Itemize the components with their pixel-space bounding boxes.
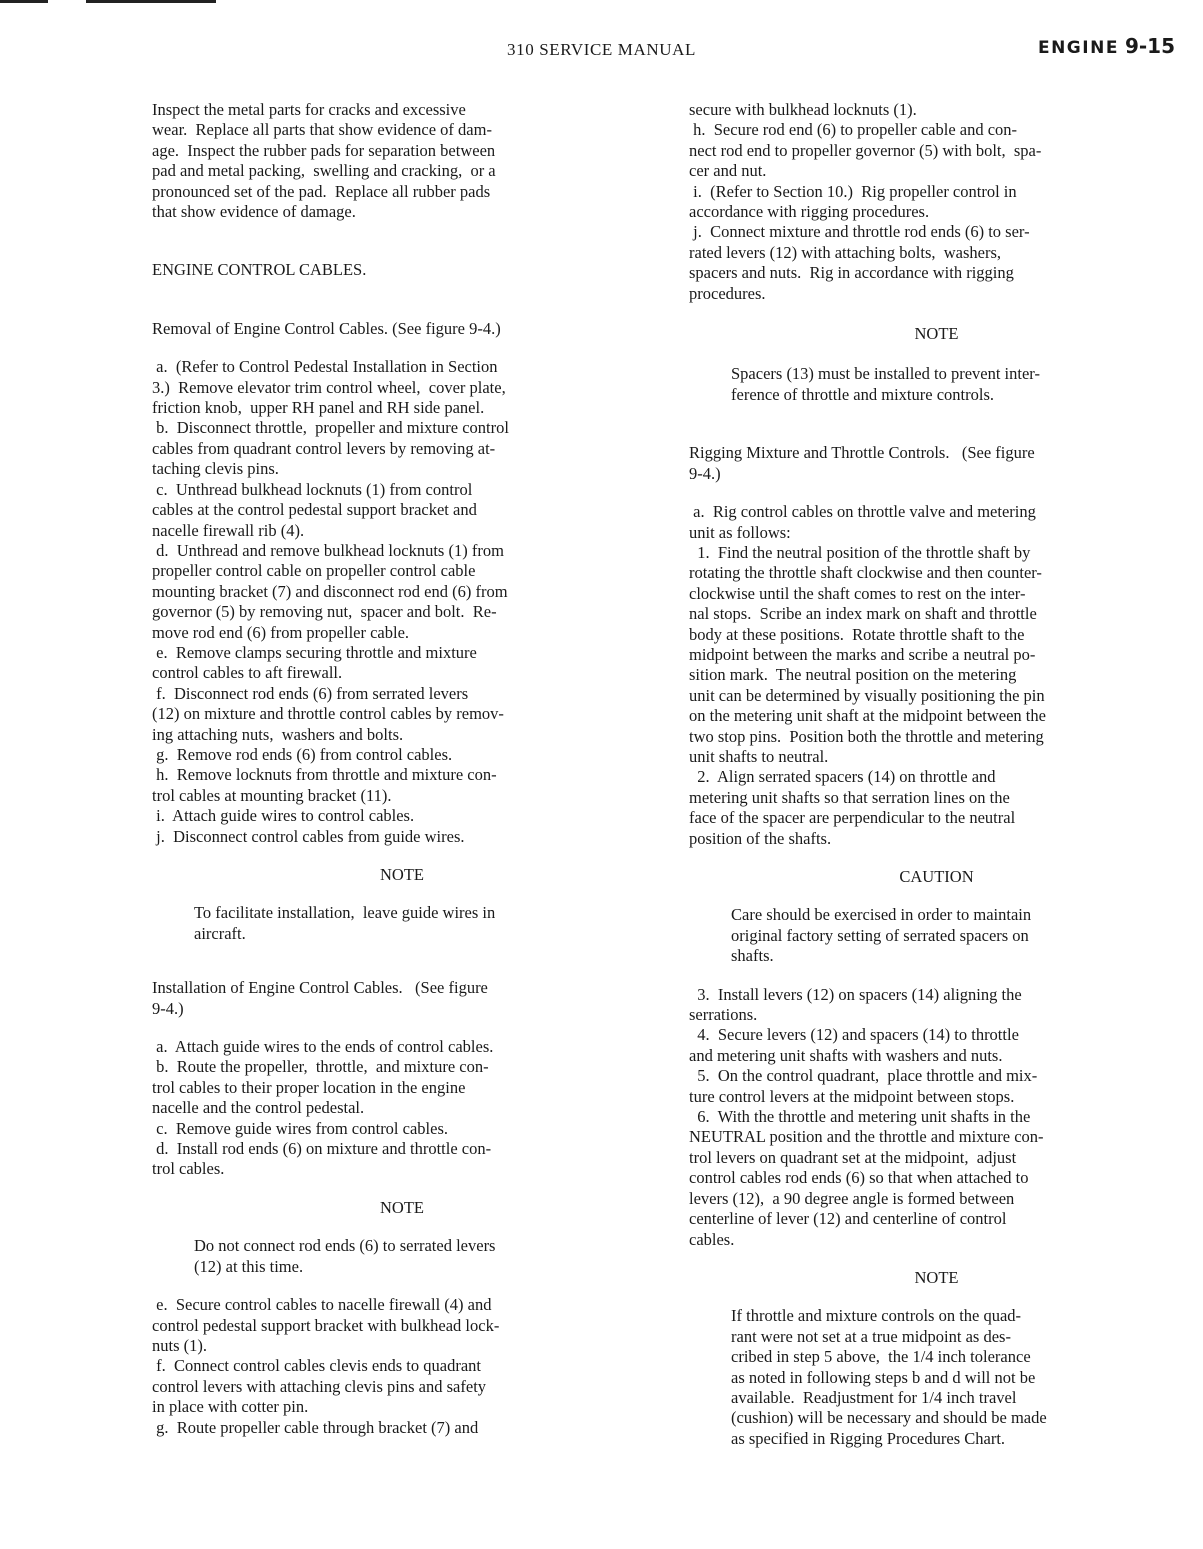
text-line: control pedestal support bracket with bulkhead lock- [152, 1315, 500, 1335]
note-body [689, 1306, 1184, 1449]
text-line: ing attaching nuts, washers and bolts. [152, 724, 404, 744]
text-line: e. Remove clamps securing throttle and mixture [152, 642, 477, 662]
page-number: 9-15 [1124, 34, 1175, 58]
installation-steps [152, 1037, 652, 1180]
text-line: e. Secure control cables to nacelle firewall (4) and [152, 1295, 492, 1315]
text-line: a. Rig control cables on throttle valve and metering [689, 502, 1036, 522]
note-heading: NOTE [380, 1197, 424, 1217]
text-line: cables from quadrant control levers by removing at- [152, 438, 496, 458]
text-line: taching clevis pins. [152, 459, 279, 479]
note-heading: NOTE [380, 865, 424, 884]
text-line: pronounced set of the pad. Replace all rubber pads [152, 181, 491, 201]
text-line: trol cables to their proper location in the engine [152, 1077, 466, 1097]
note-heading: NOTE [914, 1267, 959, 1287]
text-line: f. Disconnect rod ends (6) from serrated levers [152, 683, 469, 703]
text-line: cables at the control pedestal support bracket and [152, 500, 477, 520]
text-line: mounting bracket (7) and disconnect rod end (6) from [152, 581, 508, 601]
text-line: 6. With the throttle and metering unit shafts in the [689, 1107, 1031, 1127]
text-line: cables. [689, 1229, 735, 1249]
text-line: c. Unthread bulkhead locknuts (1) from control [152, 479, 473, 499]
rigging-steps-continued [689, 985, 1184, 1250]
caution-heading: CAUTION [899, 867, 974, 886]
text-line: 5. On the control quadrant, place throttle and mix- [689, 1066, 1038, 1086]
text-line: g. Remove rod ends (6) from control cables. [152, 744, 453, 764]
rigging-steps [689, 502, 1184, 849]
text-line: on the metering unit shaft at the midpoint between the [689, 706, 1046, 726]
text-line: position of the shafts. [689, 828, 832, 848]
text-line: body at these positions. Rotate throttle shaft to the [689, 624, 1025, 644]
text-line: wear. Replace all parts that show evidence of dam- [152, 120, 492, 140]
text-line: levers (12), a 90 degree angle is formed between [689, 1188, 1015, 1208]
text-line: g. Route propeller cable through bracket (7) and [152, 1417, 479, 1437]
text-line: governor (5) by removing nut, spacer and bolt. Re- [152, 602, 497, 622]
text-line: If throttle and mixture controls on the quad- [731, 1306, 1022, 1326]
text-line: 3. Install levers (12) on spacers (14) aligning the [689, 984, 1022, 1004]
text-line: h. Remove locknuts from throttle and mixture con- [152, 765, 497, 785]
text-line: as noted in following steps b and d will not be [731, 1367, 1036, 1387]
text-line: midpoint between the marks and scribe a neutral po- [689, 644, 1036, 664]
text-line: that show evidence of damage. [152, 202, 356, 222]
text-line: rotating the throttle shaft clockwise and then counter- [689, 563, 1042, 583]
text-line: nal stops. Scribe an index mark on shaft and throttle [689, 604, 1037, 624]
note-heading: NOTE [914, 324, 959, 344]
text-line: control cables rod ends (6) so that when attached to [689, 1168, 1029, 1188]
text-line: face of the spacer are perpendicular to the neutral [689, 808, 1016, 828]
text-line: (cushion) will be necessary and should be made [731, 1408, 1047, 1428]
text-line: NEUTRAL position and the throttle and mixture con- [689, 1127, 1044, 1147]
text-line: move rod end (6) from propeller cable. [152, 622, 410, 642]
text-line: a. Attach guide wires to the ends of control cables. [152, 1037, 494, 1057]
text-line: j. Disconnect control cables from guide wires. [152, 826, 465, 846]
text-line: available. Readjustment for 1/4 inch travel [731, 1387, 1017, 1407]
text-line: accordance with rigging procedures. [689, 202, 930, 222]
text-line: unit can be determined by visually positioning the pin [689, 685, 1045, 705]
text-line: original factory setting of serrated spacers on [731, 925, 1029, 945]
text-line: j. Connect mixture and throttle rod ends (6) to ser- [689, 222, 1030, 242]
text-line: rated levers (12) with attaching bolts, washers, [689, 242, 1002, 262]
top-rule-left [0, 0, 48, 3]
text-line: trol levers on quadrant set at the midpoint, adjust [689, 1147, 1017, 1167]
text-line: Installation of Engine Control Cables. (See figure [152, 978, 488, 998]
text-line: and metering unit shafts with washers and nuts. [689, 1045, 1003, 1065]
left-column [152, 100, 652, 1438]
installation-steps-continued [152, 1295, 652, 1438]
note-body [152, 903, 652, 944]
text-line: control cables to aft firewall. [152, 663, 343, 683]
text-line: Rigging Mixture and Throttle Controls. (See figure [689, 443, 1035, 463]
text-line: age. Inspect the rubber pads for separation between [152, 140, 496, 160]
installation-steps-end [689, 100, 1184, 304]
text-line: 2. Align serrated spacers (14) on throttle and [689, 767, 996, 787]
manual-title: 310 SERVICE MANUAL [507, 40, 696, 59]
section-name: ENGINE [1037, 38, 1119, 58]
page-header-right [1038, 34, 1175, 58]
text-line: unit shafts to neutral. [689, 746, 829, 766]
text-line: spacers and nuts. Rig in accordance with rigging [689, 263, 1014, 283]
text-line: ference of throttle and mixture controls. [731, 384, 994, 404]
text-line: i. Attach guide wires to control cables. [152, 806, 415, 826]
text-line: d. Unthread and remove bulkhead locknuts (1) from [152, 540, 504, 560]
top-rule-right [86, 0, 216, 3]
rigging-heading [689, 443, 1184, 484]
text-line: aircraft. [194, 923, 246, 943]
text-line: f. Connect control cables clevis ends to quadrant [152, 1356, 481, 1376]
text-line: nacelle and the control pedestal. [152, 1098, 365, 1118]
text-line: h. Secure rod end (6) to propeller cable and con- [689, 120, 1018, 140]
text-line: d. Install rod ends (6) on mixture and throttle con- [152, 1139, 492, 1159]
text-line: cribed in step 5 above, the 1/4 inch tolerance [731, 1347, 1031, 1367]
text-line: 3.) Remove elevator trim control wheel, cover plate, [152, 377, 506, 397]
text-line: 4. Secure levers (12) and spacers (14) to throttle [689, 1025, 1019, 1045]
removal-steps [152, 357, 652, 847]
text-line: Spacers (13) must be installed to prevent inter- [731, 364, 1040, 384]
text-line: nect rod end to propeller governor (5) with bolt, spa- [689, 140, 1042, 160]
text-line: rant were not set at a true midpoint as des- [731, 1326, 1011, 1346]
text-line: b. Disconnect throttle, propeller and mixture control [152, 418, 509, 438]
text-line: Do not connect rod ends (6) to serrated levers [194, 1236, 496, 1256]
text-line: control levers with attaching clevis pins and safety [152, 1376, 487, 1396]
text-line: shafts. [731, 946, 774, 966]
text-line: 1. Find the neutral position of the throttle shaft by [689, 542, 1031, 562]
section-title: ENGINE CONTROL CABLES. [152, 260, 367, 280]
text-line: metering unit shafts so that serration lines on the [689, 787, 1010, 807]
text-line: serrations. [689, 1005, 758, 1025]
text-line: secure with bulkhead locknuts (1). [689, 100, 917, 119]
text-line: To facilitate installation, leave guide wires in [194, 903, 496, 923]
text-line: two stop pins. Position both the throttle and metering [689, 726, 1044, 746]
text-line: i. (Refer to Section 10.) Rig propeller control in [689, 181, 1017, 201]
text-line: as specified in Rigging Procedures Chart. [731, 1428, 1006, 1448]
text-line: 9-4.) [152, 998, 184, 1018]
removal-heading: Removal of Engine Control Cables. (See figure 9-4.) [152, 318, 501, 338]
text-line: b. Route the propeller, throttle, and mixture con- [152, 1057, 489, 1077]
note-body [689, 364, 1184, 405]
text-line: cer and nut. [689, 161, 767, 181]
text-line: friction knob, upper RH panel and RH side panel. [152, 398, 485, 418]
text-line: propeller control cable on propeller control cable [152, 561, 476, 581]
caution-body [689, 905, 1184, 966]
note-body [152, 1236, 652, 1277]
text-line: c. Remove guide wires from control cables. [152, 1118, 448, 1138]
text-line: sition mark. The neutral position on the metering [689, 665, 1017, 685]
text-line: unit as follows: [689, 522, 791, 542]
text-line: trol cables at mounting bracket (11). [152, 785, 392, 805]
text-line: 9-4.) [689, 463, 721, 483]
text-line: nacelle firewall rib (4). [152, 520, 305, 540]
text-line: Care should be exercised in order to maintain [731, 905, 1032, 925]
text-line: procedures. [689, 283, 766, 303]
inspect-paragraph [152, 100, 652, 222]
text-line: Inspect the metal parts for cracks and excessive [152, 100, 466, 119]
text-line: (12) at this time. [194, 1256, 304, 1276]
text-line: nuts (1). [152, 1335, 207, 1355]
installation-heading [152, 978, 652, 1019]
text-line: in place with cotter pin. [152, 1397, 309, 1417]
text-line: ture control levers at the midpoint between stops. [689, 1086, 1015, 1106]
text-line: a. (Refer to Control Pedestal Installation in Section [152, 357, 498, 377]
text-line: pad and metal packing, swelling and cracking, or a [152, 161, 496, 181]
text-line: centerline of lever (12) and centerline of control [689, 1209, 1007, 1229]
text-line: trol cables. [152, 1159, 225, 1179]
text-line: clockwise until the shaft comes to rest on the inter- [689, 583, 1026, 603]
right-column [689, 100, 1184, 1449]
text-line: (12) on mixture and throttle control cables by remov- [152, 704, 504, 724]
